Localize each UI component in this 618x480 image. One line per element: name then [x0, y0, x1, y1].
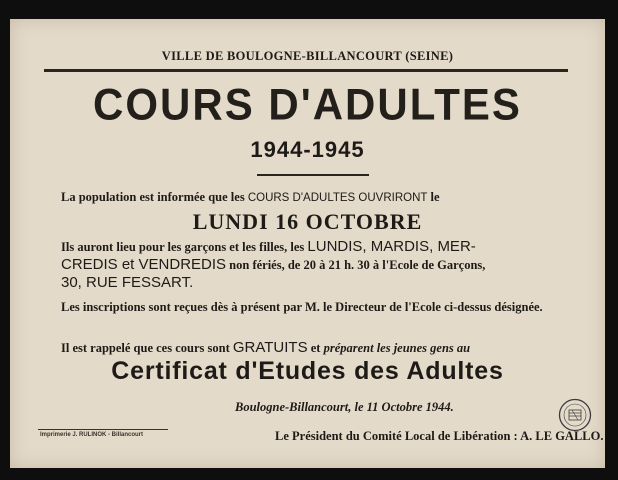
schedule-text-a: Ils auront lieu pour les garçons et les filles, les [61, 240, 305, 254]
reminder-text-b: et [310, 341, 321, 355]
printer-credit: Imprimerie J. RULINOK - Billancourt [40, 432, 144, 438]
reminder-text-a: Il est rappelé que ces cours sont [61, 341, 230, 355]
registration-paragraph: Les inscriptions sont reçues dès à présent par M. le Directeur de l'Ecole ci-dessus désignée. [61, 300, 543, 314]
reminder-italic: préparent les jeunes gens au [323, 341, 471, 355]
intro-caps: COURS D'ADULTES OUVRIRONT [247, 192, 428, 204]
archive-stamp-icon [558, 398, 592, 432]
printer-divider [38, 429, 168, 430]
poster-title: COURS D'ADULTES [93, 79, 522, 130]
header-divider [44, 69, 568, 72]
opening-date: LUNDI 16 OCTOBRE [192, 209, 423, 234]
school-address: 30, RUE FESSART. [61, 274, 194, 291]
poster [10, 19, 605, 468]
reminder-free: GRATUITS [232, 339, 308, 356]
schedule-days-1: LUNDIS, MARDIS, MER- [307, 238, 476, 255]
reminder-paragraph [61, 339, 470, 356]
place-and-date: Boulogne-Billancourt, le 11 Octobre 1944. [235, 400, 454, 414]
year-underline [257, 174, 369, 176]
schedule-paragraph [61, 238, 573, 292]
municipality-header: VILLE DE BOULOGNE-BILLANCOURT (SEINE) [161, 49, 454, 63]
schedule-days-2: CREDIS et VENDREDIS [61, 256, 227, 273]
intro-text: La population est informée que les [61, 190, 245, 204]
certificate-title: Certificat d'Etudes des Adultes [111, 357, 504, 385]
intro-end: le [430, 190, 440, 204]
schedule-text-b: non fériés, de 20 à 21 h. 30 à l'Ecole de Garçons, [229, 258, 486, 272]
signature-line: Le Président du Comité Local de Libération : A. LE GALLO. [275, 429, 604, 443]
school-year: 1944-1945 [250, 137, 365, 162]
intro-paragraph [61, 190, 440, 205]
